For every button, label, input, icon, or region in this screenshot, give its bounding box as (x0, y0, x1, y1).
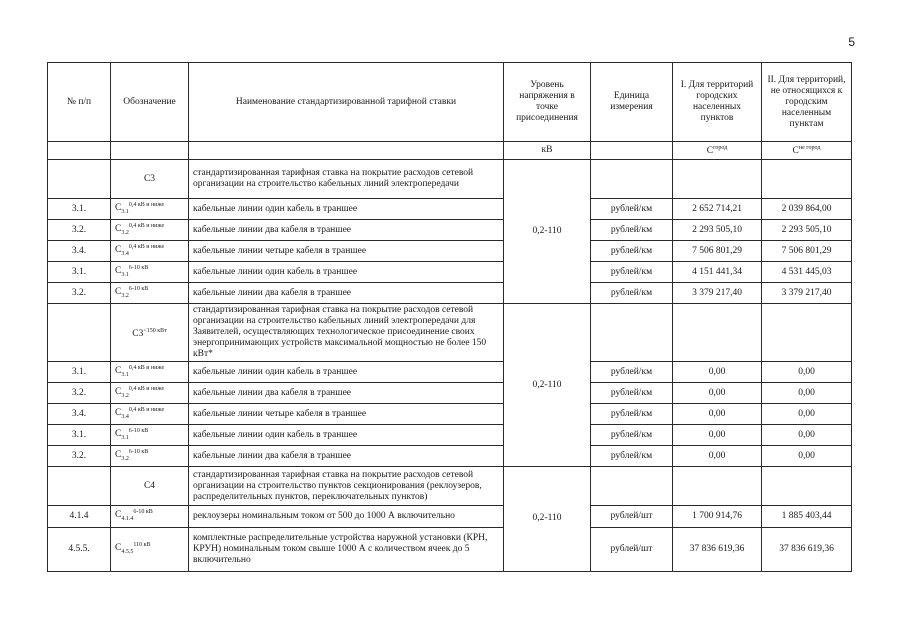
row-num: 4.5.5. (48, 527, 111, 571)
table-row (48, 220, 852, 241)
section-voltage: 0,2-110 (504, 304, 591, 467)
row-city: 0,00 (673, 362, 762, 383)
row-noncity: 0,00 (762, 425, 852, 446)
row-name: кабельные линии один кабель в траншее (189, 199, 504, 220)
row-unit: рублей/шт (591, 527, 673, 571)
section-row (48, 304, 852, 362)
table-row (48, 199, 852, 220)
header-voltage: Уровень напряжения в точке присоединения (504, 63, 591, 142)
table-row (48, 506, 852, 527)
section-voltage: 0,2-110 (504, 467, 591, 571)
row-code: $С_{3.2}^{0,4 кВ и ниже}$ (111, 383, 189, 404)
row-city: 37 836 619,36 (673, 527, 762, 571)
row-code: $С_{3.1}^{6-10 кВ}$ (111, 262, 189, 283)
units-row (48, 142, 852, 160)
row-name: кабельные линии два кабеля в траншее (189, 446, 504, 467)
row-unit: рублей/км (591, 446, 673, 467)
units-voltage: кВ (504, 142, 591, 160)
units-noncity: $С^{не город}$ (762, 142, 852, 160)
table-row (48, 383, 852, 404)
row-city: 0,00 (673, 425, 762, 446)
row-unit: рублей/км (591, 425, 673, 446)
section-noncity (762, 467, 852, 506)
row-city: 1 700 914,76 (673, 506, 762, 527)
table-row (48, 527, 852, 571)
row-name: комплектные распределительные устройства наружной установки (КРН, КРУН) номинальным током свыше 1000 А с количеством ячеек до 5 включительно (189, 527, 504, 571)
row-noncity: 3 379 217,40 (762, 283, 852, 304)
table-row (48, 446, 852, 467)
section-code: $С3^{<150 кВт}$ (111, 304, 189, 362)
row-unit: рублей/км (591, 383, 673, 404)
section-num (48, 467, 111, 506)
section-city (673, 160, 762, 199)
row-name: реклоузеры номинальным током от 500 до 1000 А включительно (189, 506, 504, 527)
row-name: кабельные линии один кабель в траншее (189, 362, 504, 383)
header-name: Наименование стандартизированной тарифной ставки (189, 63, 504, 142)
row-num: 3.2. (48, 220, 111, 241)
row-noncity: 0,00 (762, 362, 852, 383)
section-code: С4 (111, 467, 189, 506)
section-noncity (762, 160, 852, 199)
row-noncity: 7 506 801,29 (762, 241, 852, 262)
table-row (48, 425, 852, 446)
row-noncity: 2 039 864,00 (762, 199, 852, 220)
table-row (48, 404, 852, 425)
row-num: 3.1. (48, 362, 111, 383)
row-num: 3.4. (48, 404, 111, 425)
row-code: $С_{3.4}^{0,4 кВ и ниже}$ (111, 241, 189, 262)
units-city: $С^{город}$ (673, 142, 762, 160)
row-num: 3.1. (48, 199, 111, 220)
row-num: 3.4. (48, 241, 111, 262)
row-noncity: 2 293 505,10 (762, 220, 852, 241)
row-name: кабельные линии два кабеля в траншее (189, 283, 504, 304)
header-num: № п/п (48, 63, 111, 142)
row-name: кабельные линии один кабель в траншее (189, 425, 504, 446)
row-code: $С_{3.2}^{6-10 кВ}$ (111, 283, 189, 304)
row-unit: рублей/км (591, 404, 673, 425)
page-number: 5 (848, 35, 855, 49)
section-unit (591, 304, 673, 362)
row-code: $С_{3.1}^{6-10 кВ}$ (111, 425, 189, 446)
section-code: С3 (111, 160, 189, 199)
table-row (48, 262, 852, 283)
header-designation: Обозначение (111, 63, 189, 142)
row-unit: рублей/км (591, 241, 673, 262)
row-noncity: 37 836 619,36 (762, 527, 852, 571)
section-voltage: 0,2-110 (504, 160, 591, 304)
section-num (48, 304, 111, 362)
row-code: $С_{3.4}^{0,4 кВ и ниже}$ (111, 404, 189, 425)
row-unit: рублей/км (591, 362, 673, 383)
row-noncity: 0,00 (762, 383, 852, 404)
section-title: стандартизированная тарифная ставка на покрытие расходов сетевой организации на строительство кабельных линий электропередачи для Заявителей, осуществляющих технологическое присоединение своих энергопринимающих устройств максимальной мощностью не более 150 кВт* (189, 304, 504, 362)
section-title: стандартизированная тарифная ставка на покрытие расходов сетевой организации на строительство пунктов секционирования (реклоузеров, распределительных пунктов, переключательных пунктов) (189, 467, 504, 506)
section-row (48, 160, 852, 199)
row-code: $С_{4.5.5}^{110 кВ}$ (111, 527, 189, 571)
row-code: $С_{3.2}^{6-10 кВ}$ (111, 446, 189, 467)
section-city (673, 467, 762, 506)
row-code: $С_{3.1}^{0,4 кВ и ниже}$ (111, 199, 189, 220)
row-unit: рублей/шт (591, 506, 673, 527)
row-city: 0,00 (673, 404, 762, 425)
table-row (48, 241, 852, 262)
row-code: $С_{3.1}^{0,4 кВ и ниже}$ (111, 362, 189, 383)
tariff-table (47, 62, 852, 572)
row-city: 7 506 801,29 (673, 241, 762, 262)
row-noncity: 0,00 (762, 446, 852, 467)
row-noncity: 4 531 445,03 (762, 262, 852, 283)
table-row (48, 283, 852, 304)
header-unit: Единица измерения (591, 63, 673, 142)
row-num: 3.1. (48, 425, 111, 446)
row-num: 4.1.4 (48, 506, 111, 527)
row-name: кабельные линии четыре кабеля в траншее (189, 241, 504, 262)
section-unit (591, 160, 673, 199)
header-city: I. Для территорий городских населенных пунктов (673, 63, 762, 142)
header-row (48, 63, 852, 142)
section-num (48, 160, 111, 199)
section-noncity (762, 304, 852, 362)
row-city: 2 293 505,10 (673, 220, 762, 241)
row-code: $С_{4.1.4}^{6-10 кВ}$ (111, 506, 189, 527)
row-num: 3.2. (48, 383, 111, 404)
row-num: 3.2. (48, 283, 111, 304)
section-unit (591, 467, 673, 506)
row-name: кабельные линии один кабель в траншее (189, 262, 504, 283)
row-name: кабельные линии два кабеля в траншее (189, 220, 504, 241)
row-noncity: 0,00 (762, 404, 852, 425)
row-num: 3.2. (48, 446, 111, 467)
row-num: 3.1. (48, 262, 111, 283)
row-unit: рублей/км (591, 199, 673, 220)
row-noncity: 1 885 403,44 (762, 506, 852, 527)
section-row (48, 467, 852, 506)
row-city: 0,00 (673, 446, 762, 467)
section-city (673, 304, 762, 362)
table-row (48, 362, 852, 383)
row-city: 0,00 (673, 383, 762, 404)
row-name: кабельные линии четыре кабеля в траншее (189, 404, 504, 425)
row-unit: рублей/км (591, 283, 673, 304)
row-city: 4 151 441,34 (673, 262, 762, 283)
row-city: 3 379 217,40 (673, 283, 762, 304)
row-code: $С_{3.2}^{0,4 кВ и ниже}$ (111, 220, 189, 241)
row-city: 2 652 714,21 (673, 199, 762, 220)
row-name: кабельные линии два кабеля в траншее (189, 383, 504, 404)
section-title: стандартизированная тарифная ставка на покрытие расходов сетевой организации на строительство кабельных линий электропередачи (189, 160, 504, 199)
row-unit: рублей/км (591, 220, 673, 241)
header-noncity: II. Для территорий, не относящихся к городским населенным пунктам (762, 63, 852, 142)
row-unit: рублей/км (591, 262, 673, 283)
